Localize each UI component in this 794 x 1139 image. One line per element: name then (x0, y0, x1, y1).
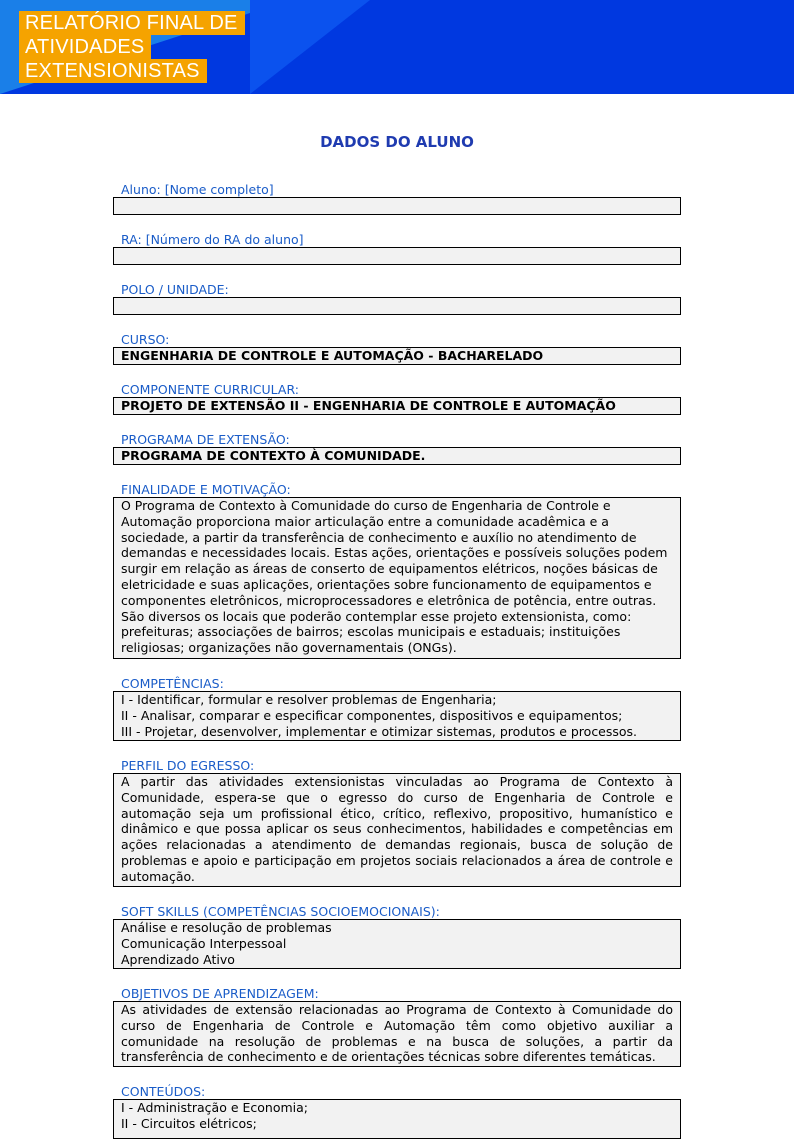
competencias-list (113, 691, 681, 741)
competencias-field (113, 676, 681, 741)
ra-label: RA: [Número do RA do aluno] (121, 232, 304, 247)
finalidade-text: O Programa de Contexto à Comunidade do curso de Engenharia de Controle e Automação proporciona maior articulação entre a comunidade acadêmica e a sociedade, a partir da transferência de conhecimento e auxílio no atendimento de demandas e necessidades locais. Estas ações, orientações e possíveis soluções podem surgir em relação as áreas de conserto de equipamentos elétricos, noções básicas de eletricidade e suas aplicações, orientações sobre funcionamento de equipamentos e componentes eletrônicos, microprocessadores e eletrônica de potência, entre outras. São diversos os locais que poderão contemplar esse projeto extensionista, como: prefeituras; associações de bairros; escolas municipais e estaduais; instituições religiosas; organizações não governamentais (ONGs). (113, 497, 681, 659)
header-banner (0, 0, 794, 94)
report-title-line-2: ATIVIDADES (19, 35, 151, 59)
competencias-label: COMPETÊNCIAS: (121, 676, 224, 691)
soft-skills-field (113, 904, 681, 969)
conteudos-list (113, 1099, 681, 1139)
banner-stripe (250, 0, 370, 94)
objetivos-field (113, 986, 681, 1067)
list-item: II - Circuitos elétricos; (121, 1115, 257, 1131)
objetivos-label: OBJETIVOS DE APRENDIZAGEM: (121, 986, 319, 1001)
programa-field (113, 432, 681, 465)
curso-label: CURSO: (121, 332, 170, 347)
list-item: I - Identificar, formular e resolver problemas de Engenharia; (121, 692, 497, 707)
aluno-input[interactable] (113, 197, 681, 215)
list-item: I - Administração e Economia; (121, 1100, 308, 1115)
finalidade-label: FINALIDADE E MOTIVAÇÃO: (121, 482, 291, 497)
curso-value: ENGENHARIA DE CONTROLE E AUTOMAÇÃO - BACHARELADO (113, 347, 681, 365)
ra-field (113, 232, 681, 265)
list-item: II - Analisar, comparar e especificar componentes, dispositivos e equipamentos; (121, 707, 623, 723)
section-heading: DADOS DO ALUNO (320, 133, 474, 151)
list-item: Comunicação Interpessoal (121, 935, 287, 951)
soft-skills-label: SOFT SKILLS (COMPETÊNCIAS SOCIOEMOCIONAIS): (121, 904, 440, 919)
finalidade-field (113, 482, 681, 659)
componente-value: PROJETO DE EXTENSÃO II - ENGENHARIA DE CONTROLE E AUTOMAÇÃO (113, 397, 681, 415)
report-title-line-1: RELATÓRIO FINAL DE (19, 11, 245, 35)
polo-label: POLO / UNIDADE: (121, 282, 229, 297)
objetivos-text: As atividades de extensão relacionadas ao Programa de Contexto à Comunidade do curso de Engenharia de Controle e Automação têm como objetivo auxiliar a comunidade na resolução de problemas e na busca de soluções, a partir da transferência de conhecimento e de orientações técnicas sobre diferentes temáticas. (113, 1001, 681, 1067)
aluno-field (113, 182, 681, 215)
list-item: III - Projetar, desenvolver, implementar e otimizar sistemas, produtos e processos. (121, 723, 638, 739)
aluno-label: Aluno: [Nome completo] (121, 182, 274, 197)
componente-label: COMPONENTE CURRICULAR: (121, 382, 299, 397)
report-title-line-3: EXTENSIONISTAS (19, 59, 207, 83)
conteudos-label: CONTEÚDOS: (121, 1084, 206, 1099)
programa-label: PROGRAMA DE EXTENSÃO: (121, 432, 290, 447)
list-item: Análise e resolução de problemas (121, 920, 332, 935)
perfil-text: A partir das atividades extensionistas vinculadas ao Programa de Contexto à Comunidade, espera-se que o egresso do curso de Engenharia de Controle e automação seja um profissional ético, crítico, reflexivo, propositivo, humanístico e dinâmico e que possa aplicar os seus conhecimentos, habilidades e competências em ações relacionadas a atendimento de demandas regionais, busca de solução de problemas e apoio e participação em projetos sociais relacionados a área de controle e automação. (113, 773, 681, 887)
ra-input[interactable] (113, 247, 681, 265)
polo-field (113, 282, 681, 315)
soft-skills-list (113, 919, 681, 969)
curso-field (113, 332, 681, 365)
conteudos-field (113, 1084, 681, 1139)
polo-input[interactable] (113, 297, 681, 315)
programa-value: PROGRAMA DE CONTEXTO À COMUNIDADE. (113, 447, 681, 465)
list-item: Aprendizado Ativo (121, 951, 235, 967)
componente-field (113, 382, 681, 415)
perfil-label: PERFIL DO EGRESSO: (121, 758, 255, 773)
perfil-field (113, 758, 681, 887)
